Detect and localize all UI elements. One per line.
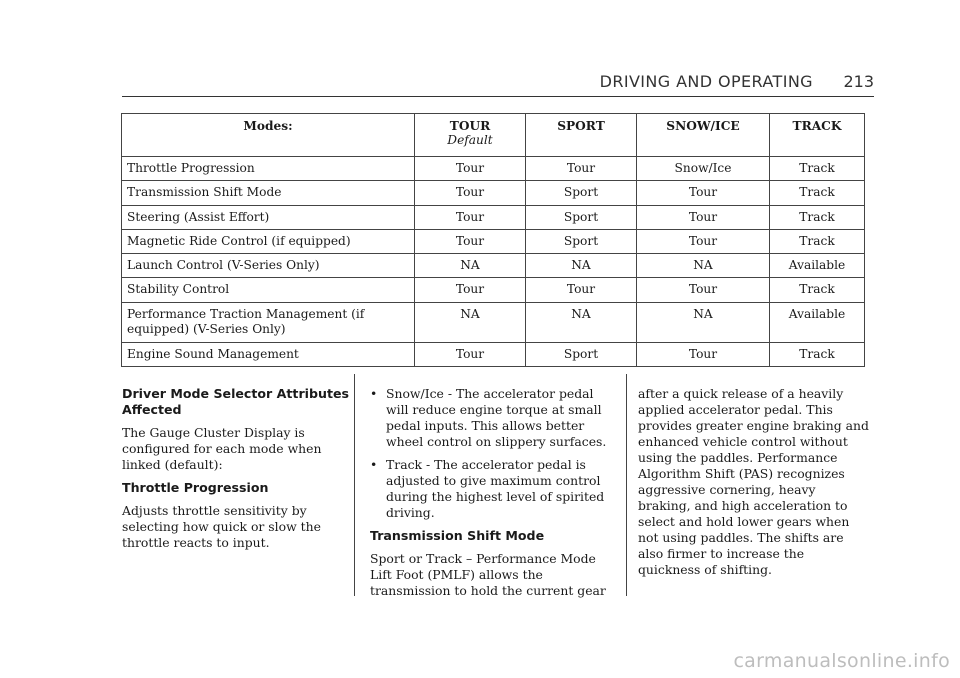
cell: Tour bbox=[415, 205, 526, 229]
cell: Tour bbox=[637, 342, 770, 366]
cell: NA bbox=[526, 254, 637, 278]
table-row bbox=[122, 157, 865, 181]
cell: Tour bbox=[415, 181, 526, 205]
cell: NA bbox=[415, 302, 526, 342]
row-label: Engine Sound Management bbox=[122, 342, 415, 366]
cell: Tour bbox=[526, 157, 637, 181]
bullet-icon: • bbox=[370, 457, 378, 472]
cell: Tour bbox=[637, 205, 770, 229]
column-divider bbox=[354, 374, 355, 596]
table-row bbox=[122, 278, 865, 302]
cell: Track bbox=[770, 157, 865, 181]
bullet-text: Track - The accelerator pedal is adjusted to give maximum control during the highest level of spirited driving. bbox=[386, 457, 605, 520]
cell: Tour bbox=[415, 278, 526, 302]
watermark-text: carmanualsonline.info bbox=[733, 650, 950, 672]
row-label: Stability Control bbox=[122, 278, 415, 302]
cell: Track bbox=[770, 229, 865, 253]
cell: Available bbox=[770, 254, 865, 278]
bullet-icon: • bbox=[370, 386, 378, 401]
table-header-sport: SPORT bbox=[526, 114, 637, 157]
default-label: Default bbox=[447, 133, 493, 147]
cell: Tour bbox=[415, 157, 526, 181]
cell: Sport bbox=[526, 205, 637, 229]
text-column-3 bbox=[638, 386, 870, 585]
text-column-2 bbox=[370, 386, 614, 606]
cell: Sport bbox=[526, 181, 637, 205]
subheading-throttle-progression: Throttle Progression bbox=[122, 480, 269, 495]
body-paragraph: Sport or Track – Performance Mode Lift Foot (PMLF) allows the transmission to hold the current gear bbox=[370, 551, 606, 598]
table-row bbox=[122, 302, 865, 342]
subheading-transmission-shift-mode: Transmission Shift Mode bbox=[370, 528, 545, 543]
section-heading: Driver Mode Selector Attributes Affected bbox=[122, 386, 350, 417]
row-label: Steering (Assist Effort) bbox=[122, 205, 415, 229]
table-row bbox=[122, 181, 865, 205]
cell: Tour bbox=[415, 229, 526, 253]
cell: Track bbox=[770, 181, 865, 205]
row-label: Launch Control (V-Series Only) bbox=[122, 254, 415, 278]
cell: Tour bbox=[526, 278, 637, 302]
cell: NA bbox=[637, 254, 770, 278]
table-row bbox=[122, 205, 865, 229]
column-divider bbox=[626, 374, 627, 596]
page-number: 213 bbox=[843, 72, 874, 91]
table-row bbox=[122, 342, 865, 366]
drive-modes-table bbox=[121, 113, 865, 367]
table-header-row bbox=[122, 114, 865, 157]
cell: Tour bbox=[637, 278, 770, 302]
table-header-track: TRACK bbox=[770, 114, 865, 157]
row-label: Magnetic Ride Control (if equipped) bbox=[122, 229, 415, 253]
cell: Available bbox=[770, 302, 865, 342]
cell: Track bbox=[770, 278, 865, 302]
table-row bbox=[122, 229, 865, 253]
body-paragraph: Adjusts throttle sensitivity by selecting how quick or slow the throttle reacts to input. bbox=[122, 503, 321, 550]
row-label: Throttle Progression bbox=[122, 157, 415, 181]
table-row bbox=[122, 254, 865, 278]
text-column-1 bbox=[122, 386, 358, 558]
cell: NA bbox=[415, 254, 526, 278]
table-header-snow-ice: SNOW/ICE bbox=[637, 114, 770, 157]
bullet-text: Snow/Ice - The accelerator pedal will reduce engine torque at small pedal inputs. This allows better wheel control on slippery surfaces. bbox=[386, 386, 607, 449]
section-title: DRIVING AND OPERATING bbox=[599, 72, 813, 91]
page-header bbox=[122, 70, 874, 97]
list-item bbox=[370, 457, 614, 521]
list-item bbox=[370, 386, 614, 450]
cell: Track bbox=[770, 205, 865, 229]
table-header-modes: Modes: bbox=[122, 114, 415, 157]
cell: NA bbox=[526, 302, 637, 342]
cell: Track bbox=[770, 342, 865, 366]
cell: Tour bbox=[637, 181, 770, 205]
cell: Tour bbox=[637, 229, 770, 253]
body-paragraph: after a quick release of a heavily applied accelerator pedal. This provides greater engine braking and enhanced vehicle control without using the paddles. Performance Algorithm Shift (PAS) recognizes aggressive cornering, heavy braking, and high acceleration to select and hold lower gears when not using paddles. The shifts are also firmer to increase the quickness of shifting. bbox=[638, 386, 869, 577]
table-header-tour: TOUR Default bbox=[415, 114, 526, 157]
cell: Tour bbox=[415, 342, 526, 366]
cell: Sport bbox=[526, 342, 637, 366]
cell: NA bbox=[637, 302, 770, 342]
intro-paragraph: The Gauge Cluster Display is configured for each mode when linked (default): bbox=[122, 425, 322, 472]
row-label: Performance Traction Management (if equipped) (V-Series Only) bbox=[122, 302, 415, 342]
row-label: Transmission Shift Mode bbox=[122, 181, 415, 205]
cell: Snow/Ice bbox=[637, 157, 770, 181]
cell: Sport bbox=[526, 229, 637, 253]
